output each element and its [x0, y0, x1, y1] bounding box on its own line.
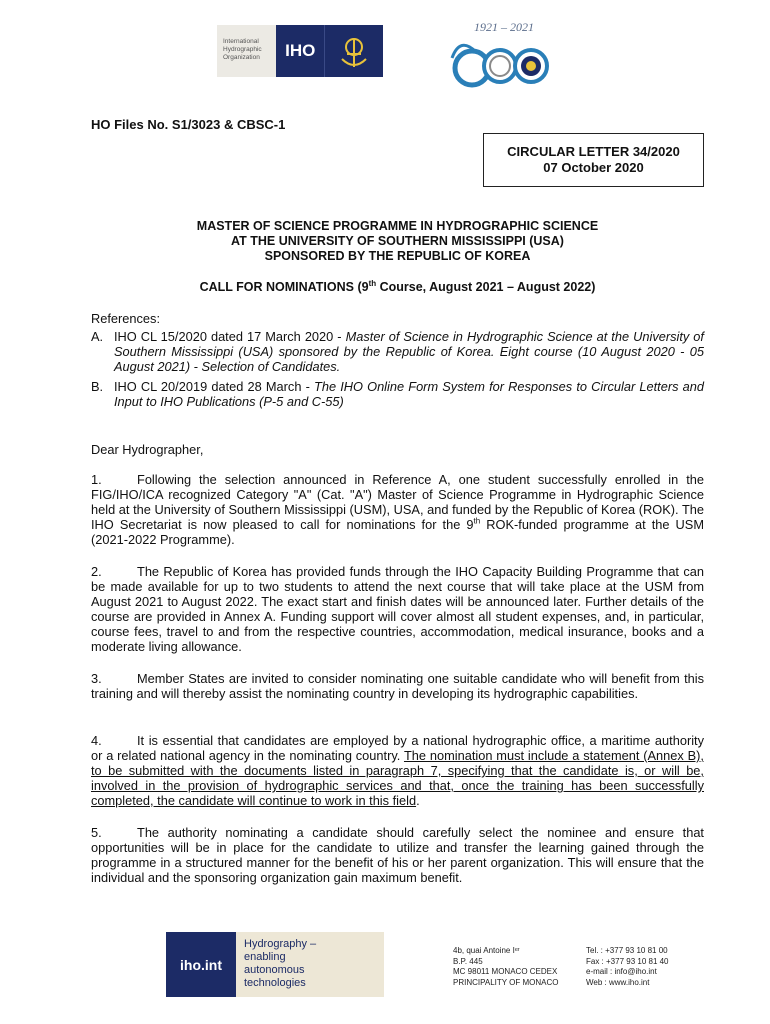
- footer-slogan: Hydrography – enabling autonomous technologies: [236, 932, 384, 997]
- footer-address: 4b, quai Antoine Iᵉʳ B.P. 445 MC 98011 MONACO CEDEX PRINCIPALITY OF MONACO: [453, 946, 559, 987]
- iho-org-name: International Hydrographic Organization: [217, 25, 276, 77]
- footer-banner: [166, 932, 384, 997]
- call-for-nominations: CALL FOR NOMINATIONS (9th Course, August 2021 – August 2022): [199, 278, 596, 294]
- letter-date: 07 October 2020: [543, 160, 644, 175]
- reference-b: B. IHO CL 20/2019 dated 28 March - The IHO Online Form System for Responses to Circular Letters and Input to IHO Publications (P-5 and C-55): [91, 379, 704, 409]
- nomination-requirement: The nomination must include a statement (Annex B), to be submitted with the documents listed in paragraph 7, specifying that the candidate is, or will be, involved in the provision of hydrographic services and that, once the training has been successfully completed, the candidate will continue to work in this field: [91, 748, 704, 808]
- paragraph-1: 1. Following the selection announced in Reference A, one student successfully enrolled in the FIG/IHO/ICA recognized Category "A" (Cat. "A") Master of Science Programme in Hydrographic Science held at the University of Southern Mississippi (USM), USA, and funded by the Republic of Korea (ROK). The IHO Secretariat is now pleased to call for nominations for the 9th ROK-funded programme at the USM (2021-2022 Programme).: [91, 472, 704, 547]
- iho-logo: [217, 25, 383, 77]
- file-reference: HO Files No. S1/3023 & CBSC-1: [91, 117, 286, 132]
- centenary-years: 1921 – 2021: [474, 20, 534, 34]
- anchor-emblem-icon: [324, 25, 383, 77]
- footer-site: iho.int: [166, 932, 236, 997]
- circular-letter-box: [483, 133, 704, 187]
- centenary-logo: [448, 18, 558, 98]
- document-title: MASTER OF SCIENCE PROGRAMME IN HYDROGRAPHIC SCIENCE AT THE UNIVERSITY OF SOUTHERN MISSISSIPPI (USA) SPONSORED BY THE REPUBLIC OF KOREA: [196, 219, 599, 263]
- greeting: Dear Hydrographer,: [91, 442, 204, 457]
- iho-abbr: IHO: [276, 25, 324, 77]
- footer-contact: Tel. : +377 93 10 81 00 Fax : +377 93 10 81 40 e-mail : info@iho.int Web : www.iho.int: [586, 946, 669, 987]
- paragraph-2: 2. The Republic of Korea has provided funds through the IHO Capacity Building Programme that can be made available for up to two students to attend the next course that will take place at the USM from August 2021 to August 2022. The exact start and finish dates will be announced later. Further details of the course are provided in Annex A. Funding support will cover almost all student expenses, and, in particular, course fees, travel to and from the respective countries, accommodation, medical insurance, books and a moderate living allowance.: [91, 564, 704, 654]
- paragraph-3: 3. Member States are invited to consider nominating one suitable candidate who will benefit from this training and will thereby assist the nominating country in developing its hydrographic capabilities.: [91, 671, 704, 701]
- paragraph-5: 5. The authority nominating a candidate should carefully select the nominee and ensure that opportunities will be in place for the candidate to utilize and transfer the learning gained through the programme in a structured manner for the benefit of his or her parent organization. This will ensure that the individual and the sponsoring organization gain maximum benefit.: [91, 825, 704, 885]
- paragraph-4: 4. It is essential that candidates are employed by a national hydrographic office, a maritime authority or a related national agency in the nominating country. The nomination must include a statement (Annex B), to be submitted with the documents listed in paragraph 7, specifying that the candidate is, or will be, involved in the provision of hydrographic services and that, once the training has been successfully completed, the candidate will continue to work in this field.: [91, 733, 704, 808]
- references-heading: References:: [91, 311, 160, 326]
- circular-letter-number: CIRCULAR LETTER 34/2020: [507, 144, 680, 159]
- reference-a: A. IHO CL 15/2020 dated 17 March 2020 - Master of Science in Hydrographic Science at the University of Southern Mississippi (USA) sponsored by the Republic of Korea. Eight course (10 August 2020 - 05 August 2021) - Selection of Candidates.: [91, 329, 704, 374]
